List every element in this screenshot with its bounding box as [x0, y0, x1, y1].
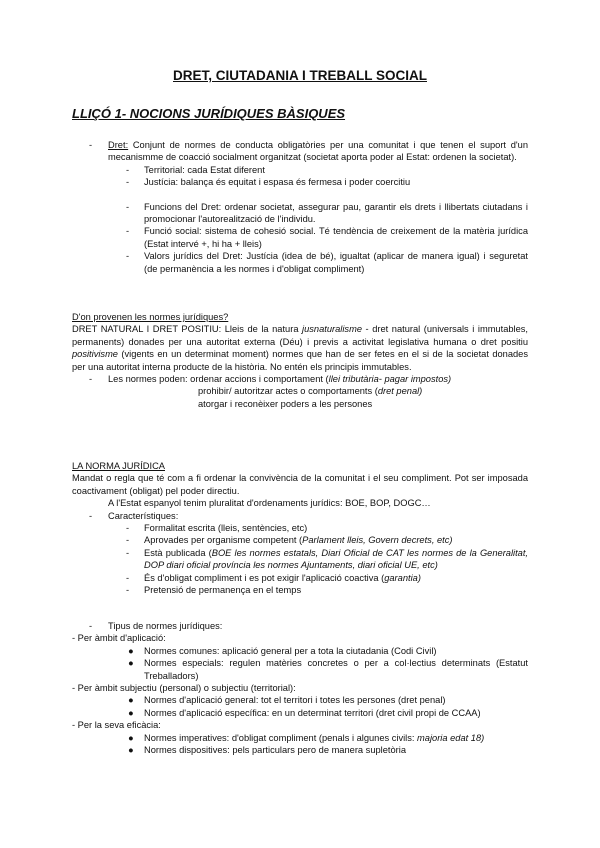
text-span: DRET NATURAL I DRET POSITIU: Lleis de la natura [72, 324, 303, 335]
bullet-marker: ● [128, 645, 134, 656]
text-span: Mandat o regla que té com a fi ordenar la convivència de la comunitat i el seu compliment. Pot ser imposada coactivament (obligat) pel poder directiu. [72, 473, 528, 496]
italic-term: jusnaturalisme [302, 324, 362, 335]
dash-marker: - [89, 140, 93, 150]
tipus-section [72, 620, 528, 756]
tipus-heading [72, 620, 528, 632]
dret-sub-territorial [72, 164, 528, 176]
text-span: Pretensió de permanença en el temps [144, 585, 302, 596]
dash-marker: - [126, 251, 130, 262]
text-span: A l'Estat espanyol tenim pluralitat d'ordenaments jurídics: BOE, BOP, DOGC… [108, 498, 431, 509]
bullet-marker: ● [128, 732, 134, 743]
origin-heading-text: D'on provenen les normes jurídiques? [72, 312, 229, 322]
dash-marker: - [126, 547, 130, 558]
dash-marker: - [126, 177, 130, 188]
dash-marker: - [126, 585, 130, 596]
origin-can-3 [72, 398, 528, 410]
dret-def-text: Conjunt de normes de conducta obligatòries per una comunitat i que tenen el suport d'un mecanismme de coacció socialment organitzat (societat aporta poder al Estat: ordenen la societat). [108, 140, 528, 163]
dash-marker: - [126, 535, 130, 546]
text-span: prohibir/ autoritzar actes o comportaments ( [198, 386, 378, 397]
text-span: - Per la seva eficàcia: [72, 720, 161, 731]
norma-caracteristiques [72, 510, 528, 522]
text-span: Aprovades per organisme competent ( [144, 535, 303, 546]
text-span: Les normes poden: ordenar accions i comportament ( [108, 374, 329, 385]
italic-example: BOE les normes estatals, Diari Oficial de CAT les normes de la Generalitat, DOP diari oficial província les normes Ajuntaments, diari oficial UE, etc) [144, 547, 529, 571]
tipus-b2 [72, 707, 528, 719]
norma-ordenaments [72, 497, 528, 509]
bullet-marker: ● [128, 695, 134, 706]
dret-sub-funcio-social [72, 225, 528, 250]
origin-paragraph [72, 323, 528, 373]
origin-can-2 [72, 385, 528, 397]
italic-example: majoria edat 18) [417, 732, 485, 743]
norma-section [72, 460, 528, 596]
text-span: atorgar i reconèixer poders a les persones [198, 398, 373, 409]
text-span: Està publicada ( [144, 547, 212, 558]
italic-example: dret penal) [377, 386, 423, 397]
dash-marker: - [126, 201, 130, 212]
norma-char-3 [72, 547, 528, 572]
text-span: - Per àmbit subjectiu (personal) o subjectiu (territorial): [72, 683, 296, 694]
sub-text: Justícia: balança és equitat i espasa és fermesa i poder coercitiu [144, 177, 411, 188]
document-title: DRET, CIUTADANIA I TREBALL SOCIAL [173, 68, 427, 83]
tipus-eficacia [72, 719, 528, 731]
dash-marker: - [126, 523, 130, 534]
text-span: Normes imperatives: d'obligat compliment (penals i algunes civils: [144, 732, 418, 743]
norma-char-5 [72, 584, 528, 596]
text-span: Normes comunes: aplicació general per a tota la ciutadania (Codi Civil) [144, 645, 437, 656]
text-span: Tipus de normes jurídiques: [108, 621, 223, 631]
lesson-heading: LLIÇÓ 1- NOCIONS JURÍDIQUES BÀSIQUES [72, 106, 346, 121]
italic-term: positivisme [72, 349, 118, 360]
origin-heading [72, 311, 528, 323]
tipus-a1 [72, 645, 528, 657]
text-span: És d'obligat compliment i es pot exigir l'aplicació coactiva ( [144, 572, 385, 583]
origin-can-1 [72, 373, 528, 385]
dret-term: Dret: [108, 140, 129, 150]
tipus-ambit-subjectiu [72, 682, 528, 694]
italic-example: garantia) [384, 572, 421, 583]
norma-char-4 [72, 572, 528, 584]
sub-text: Valors jurídics del Dret: Justícia (idea de bé), igualtat (aplicar de manera igual) i seguretat (de permanència a les normes i d'obligat compliment) [144, 251, 528, 274]
text-span: Formalitat escrita (lleis, sentències, etc) [144, 523, 308, 534]
text-span: Normes dispositives: pels particulars pero de manera supletòria [144, 745, 406, 756]
sub-text: Funció social: sistema de cohesió social. Té tendència de creixement de la matèria jurídica (Estat intervé +, hi ha + lleis) [144, 226, 528, 249]
norma-heading [72, 460, 528, 472]
text-span: - dret natural (universals i immutables, permanents) donades per una autoritat externa (Déu) i previs a activitat legislativa humana o dret positiu [72, 324, 528, 347]
text-span: Normes d'aplicació general: tot el territori i totes les persones (dret penal) [144, 695, 446, 706]
dret-sub-funcions [72, 201, 528, 226]
dret-sub-valors [72, 250, 528, 275]
text-span: Normes d'aplicació específica: en un determinat territori (dret civil propi de CCAA) [144, 707, 481, 718]
bullet-marker: ● [128, 658, 134, 669]
tipus-a2 [72, 657, 528, 682]
dash-marker: - [126, 572, 130, 583]
norma-char-2 [72, 534, 528, 546]
text-span: (vigents en un determinat moment) normes que han de ser fetes en el si de la societat donades per una autoritat interna producte de la història. No entén els principis immutables. [72, 349, 528, 372]
italic-example: Parlament lleis, Govern decrets, etc) [302, 535, 453, 546]
dash-marker: - [126, 164, 130, 175]
tipus-c2 [72, 744, 528, 756]
tipus-ambit-aplicacio [72, 632, 528, 644]
bullet-marker: ● [128, 745, 134, 756]
norma-paragraph [72, 472, 528, 497]
dash-marker: - [126, 226, 130, 237]
text-span: Normes especials: regulen matèries concretes o per a col·lectius determinats (Estatut Treballadors) [144, 658, 528, 681]
dret-definition [72, 139, 528, 164]
bullet-marker: ● [128, 707, 134, 718]
dret-section [72, 139, 528, 275]
dash-marker: - [89, 621, 93, 631]
italic-example: llei tributària- pagar impostos) [328, 374, 452, 385]
origin-section [72, 311, 528, 410]
dash-marker: - [89, 374, 93, 385]
text-span: Característiques: [108, 510, 179, 521]
norma-char-1 [72, 522, 528, 534]
sub-text: Territorial: cada Estat diferent [144, 164, 265, 175]
dash-marker: - [89, 510, 93, 521]
text-span: - Per àmbit d'aplicació: [72, 633, 166, 644]
dret-sub-justicia [72, 176, 528, 188]
sub-text: Funcions del Dret: ordenar societat, assegurar pau, garantir els drets i llibertats ciutadans i promocionar l'autorealització de l'individu. [144, 201, 528, 225]
tipus-b1 [72, 694, 528, 706]
norma-heading-text: LA NORMA JURÍDICA [72, 461, 165, 471]
tipus-c1 [72, 732, 528, 744]
